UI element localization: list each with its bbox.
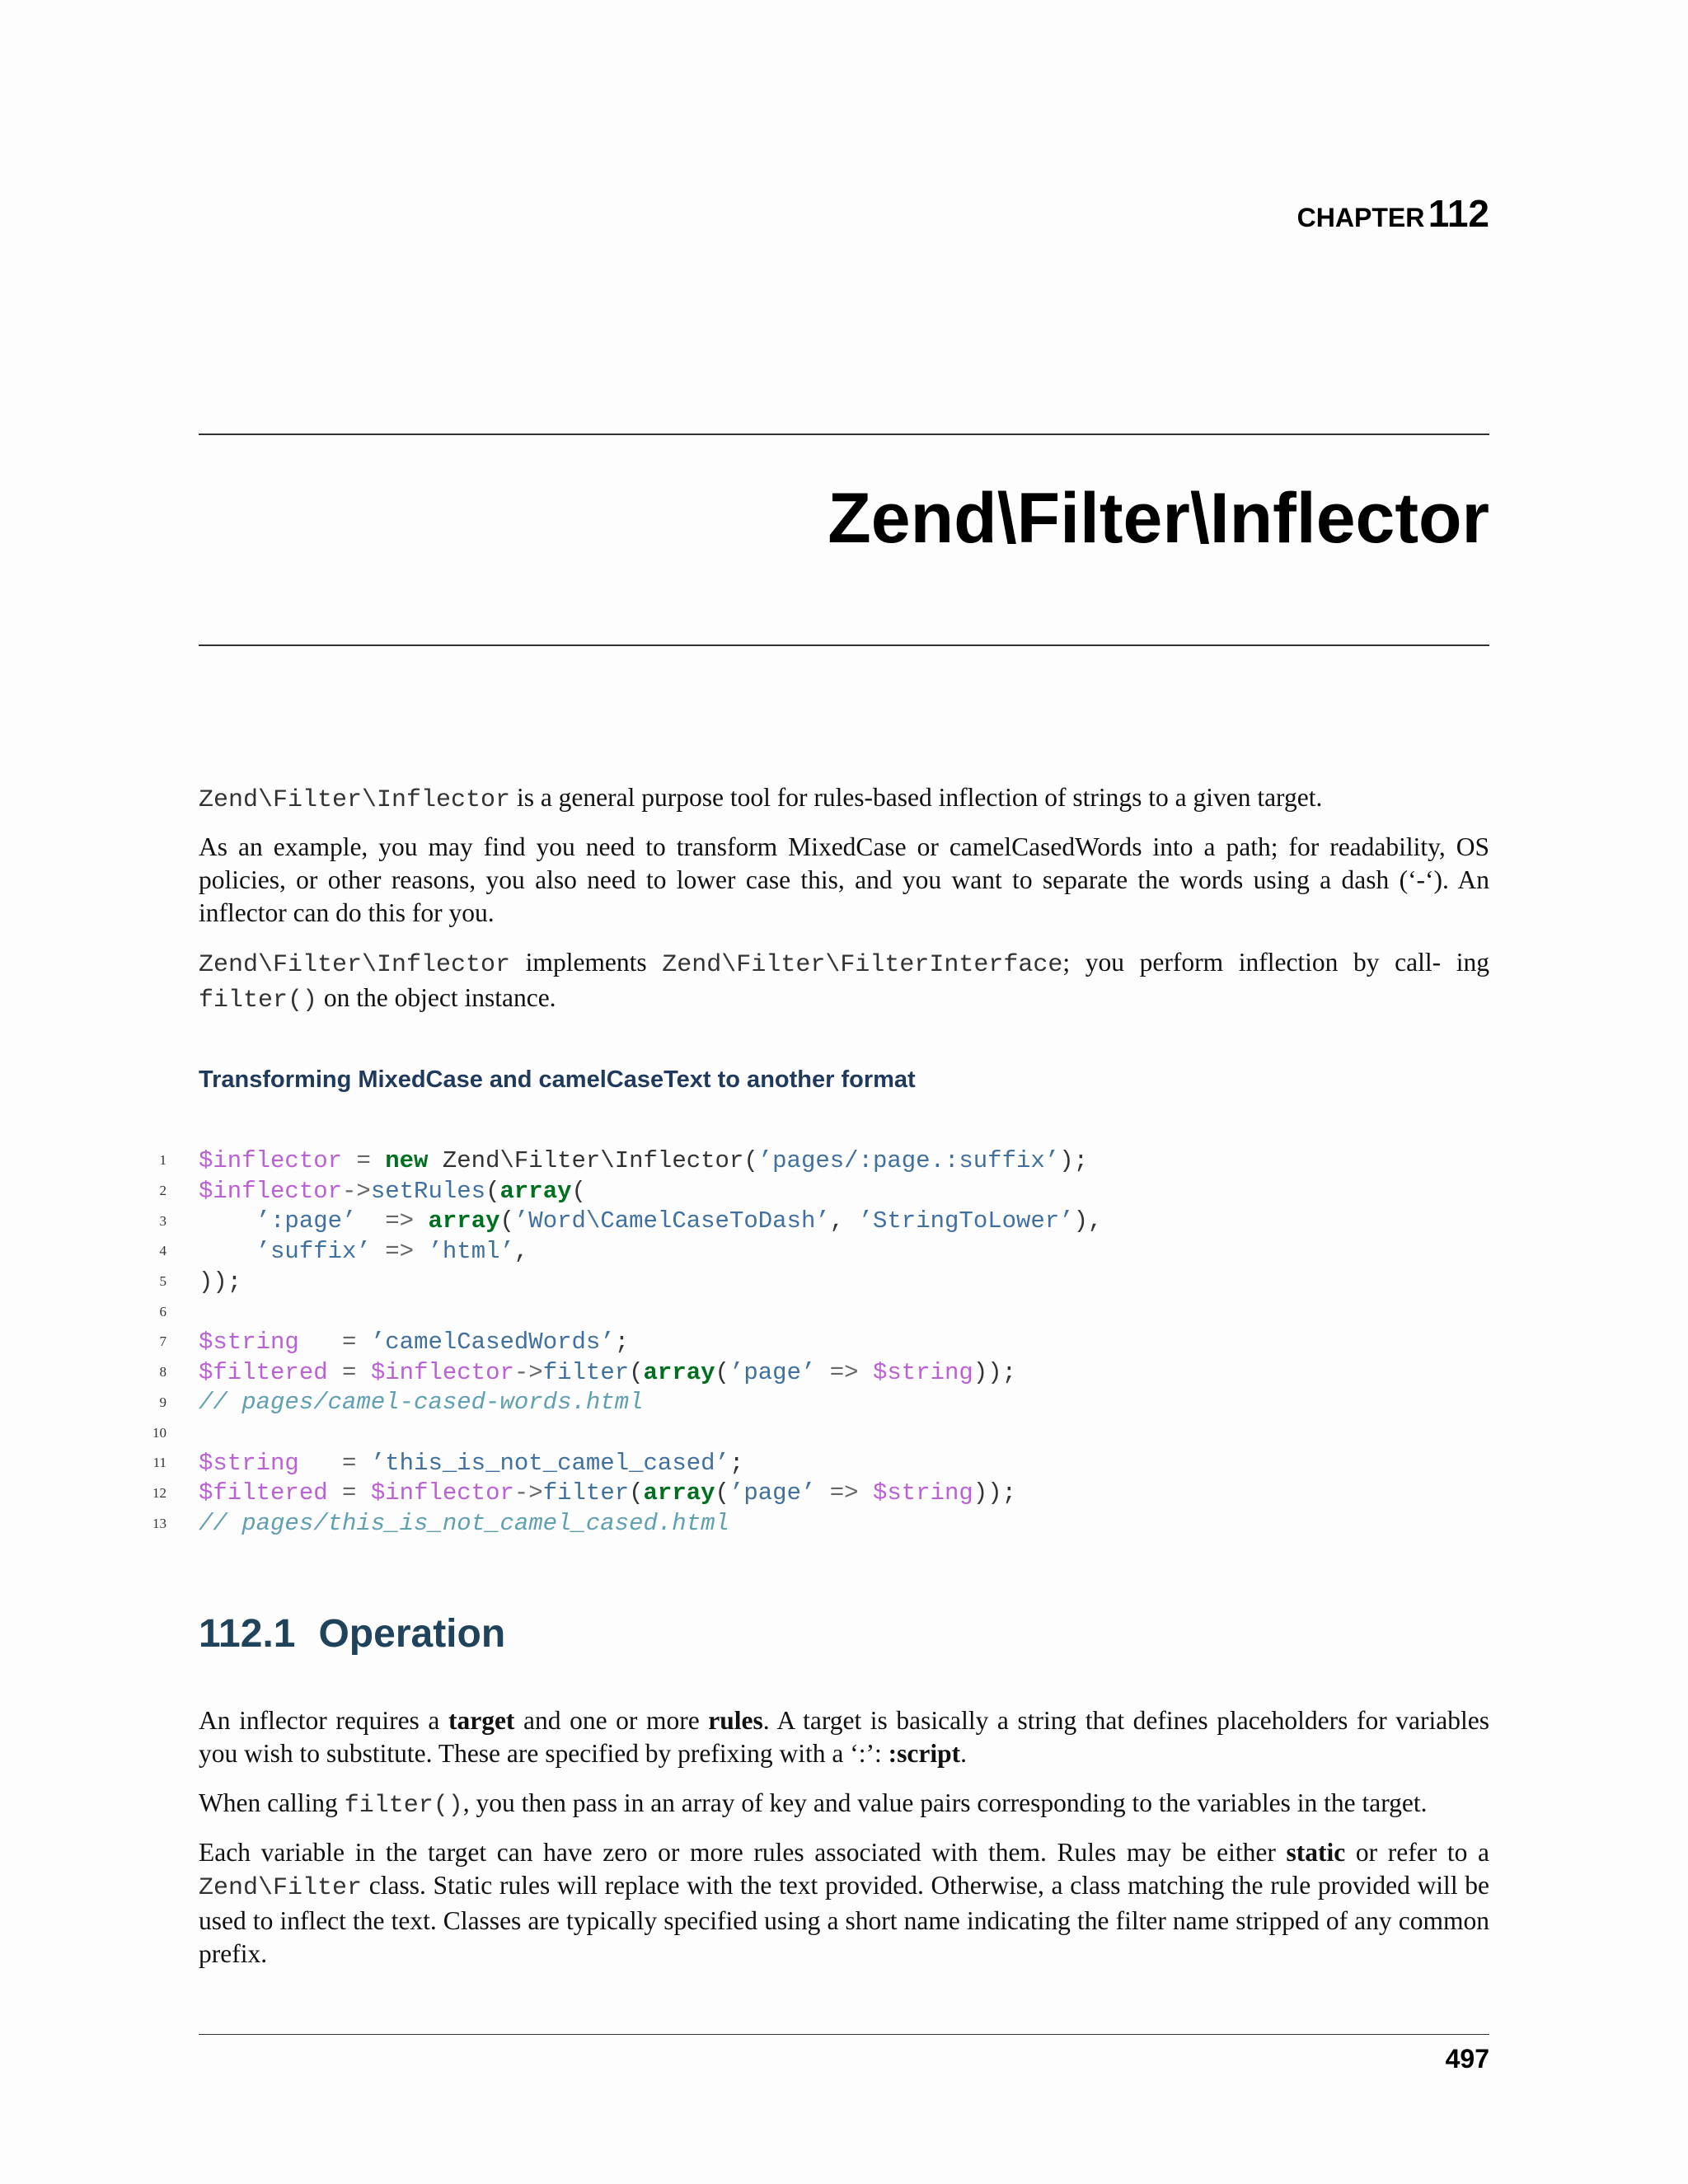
code-line — [148, 1296, 1500, 1327]
inline-code: filter() — [199, 987, 318, 1015]
paragraph-text: is a general purpose tool for rules-based inflection of strings to a given target. — [510, 783, 1323, 812]
paragraph-text: and one or more — [514, 1706, 709, 1735]
code-line — [148, 1206, 1500, 1236]
line-number: 7 — [159, 1333, 166, 1350]
line-number: 13 — [152, 1515, 166, 1531]
code-text: // pages/this_is_not_camel_cased.html — [199, 1510, 729, 1538]
section-title: Operation — [318, 1612, 506, 1656]
section-paragraph-2 — [199, 1787, 1489, 1822]
inline-code: Zend\Filter — [199, 1874, 363, 1902]
code-line — [148, 1479, 1500, 1509]
code-line — [148, 1508, 1500, 1539]
line-number: 11 — [152, 1455, 166, 1471]
code-text: $filtered = $inflector->filter(array(’page’ => $string)); — [199, 1479, 1017, 1507]
code-line — [148, 1388, 1500, 1418]
section-paragraph-3 — [199, 1836, 1489, 1971]
code-line — [148, 1176, 1500, 1207]
line-number: 3 — [159, 1212, 166, 1229]
paragraph-text: , you then pass in an array of key and value pairs corresponding to the variables in the target. — [462, 1788, 1428, 1817]
bold-term: :script — [888, 1739, 961, 1768]
paragraph-text: implements — [510, 948, 663, 977]
title-rule-bottom — [199, 644, 1489, 646]
chapter-word: CHAPTER — [1296, 203, 1425, 232]
paragraph-text: or refer to a — [1345, 1838, 1490, 1867]
code-text: $inflector->setRules(array( — [199, 1177, 586, 1205]
paragraph-text: When calling — [199, 1788, 345, 1817]
title-rule-top — [199, 434, 1489, 435]
section-paragraph-1 — [199, 1704, 1489, 1770]
line-number: 9 — [159, 1394, 166, 1410]
paragraph-text: An inflector requires a — [199, 1706, 448, 1735]
code-line — [148, 1357, 1500, 1388]
bold-term: rules — [708, 1706, 763, 1735]
code-text: // pages/camel-cased-words.html — [199, 1389, 644, 1417]
line-number: 2 — [159, 1183, 166, 1199]
line-number: 4 — [159, 1243, 166, 1259]
chapter-label — [1297, 191, 1489, 236]
code-text: )); — [199, 1268, 242, 1296]
line-number: 6 — [159, 1303, 166, 1319]
bold-term: static — [1286, 1838, 1346, 1867]
footer-rule — [199, 2034, 1489, 2035]
code-line — [148, 1418, 1500, 1448]
line-number: 5 — [159, 1273, 166, 1290]
chapter-title: Zend\Filter\Inflector — [828, 479, 1489, 558]
code-text: ’:page’ => array(’Word\CamelCaseToDash’, ’StringToLower’), — [256, 1207, 1103, 1235]
intro-paragraph-3 — [199, 946, 1489, 1017]
code-text: $filtered = $inflector->filter(array(’page’ => $string)); — [199, 1358, 1017, 1386]
inline-code: Zend\Filter\Inflector — [199, 951, 511, 979]
section-number: 112.1 — [199, 1612, 296, 1656]
code-line — [148, 1267, 1500, 1297]
line-number: 1 — [159, 1152, 166, 1169]
line-number: 12 — [152, 1484, 166, 1501]
code-text: $string = ’this_is_not_camel_cased’; — [199, 1449, 744, 1477]
bold-term: target — [448, 1706, 515, 1735]
code-text: ’suffix’ => ’html’, — [256, 1237, 529, 1265]
line-number: 8 — [159, 1364, 166, 1380]
inline-code: filter() — [344, 1792, 463, 1820]
code-line — [148, 1327, 1500, 1357]
paragraph-text: . A target is basically a string that defines placeholders for variables you wish to substitute. These are specified by prefixing with a ‘:’: — [199, 1706, 1489, 1768]
chapter-number: 112 — [1428, 192, 1489, 235]
code-line — [148, 1146, 1500, 1176]
paragraph-text: on the object instance. — [317, 983, 556, 1012]
code-line — [148, 1448, 1500, 1479]
line-number: 10 — [152, 1424, 166, 1441]
inline-code: Zend\Filter\FilterInterface — [662, 951, 1063, 979]
paragraph-text: Each variable in the target can have zero or more rules associated with them. Rules may be either — [199, 1838, 1287, 1867]
section-heading — [199, 1611, 505, 1657]
code-text: $string = ’camelCasedWords’; — [199, 1328, 630, 1356]
example-caption: Transforming MixedCase and camelCaseText to another format — [199, 1066, 916, 1093]
paragraph-text: ; you perform inflection by call- ing — [1062, 948, 1489, 977]
page-number: 497 — [1445, 2044, 1489, 2074]
code-block — [148, 1146, 1500, 1539]
inline-code: Zend\Filter\Inflector — [199, 786, 511, 814]
intro-paragraph-1 — [199, 781, 1489, 817]
paragraph-text: class. Static rules will replace with the text provided. Otherwise, a class matching the rule provided will be used to inflect the text. Classes are typically specified using a short name indicating the filter name stripped of any common prefix. — [199, 1871, 1489, 1968]
intro-paragraph-2: As an example, you may find you need to transform MixedCase or camelCasedWords into a path; for readability, OS policies, or other reasons, you also need to lower case this, and you want to separate the words using a dash (‘-‘). An inflector can do this for you. — [199, 832, 1489, 927]
code-line — [148, 1236, 1500, 1267]
code-text: $inflector = new Zend\Filter\Inflector(’pages/:page.:suffix’); — [199, 1146, 1089, 1174]
paragraph-text: . — [960, 1739, 967, 1768]
